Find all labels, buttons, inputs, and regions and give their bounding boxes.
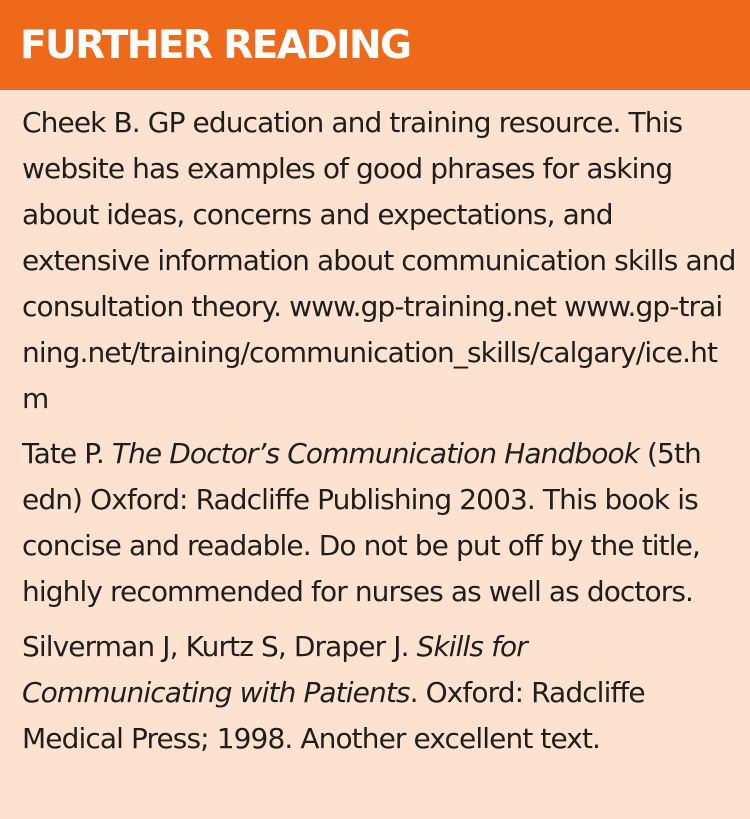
reading-entry-tate: [22, 431, 736, 615]
section-title: FURTHER READING: [20, 23, 411, 68]
entry-details: (5th edn) Oxford: Radcliffe Publishing 2003. This book is concise and readable. Do not be put off by the title, highly recommended for nurses as well as doctors.: [22, 437, 701, 608]
entry-author: Tate P.: [22, 437, 112, 470]
book-title: The Doctor’s Communication Handbook: [111, 437, 640, 470]
entry-author: Silverman J, Kurtz S, Draper J.: [22, 630, 417, 663]
header-bar: [0, 0, 750, 90]
reading-entry-silverman: [22, 624, 736, 762]
website-link[interactable]: www.gp-training.net: [289, 290, 557, 323]
book-title: Skills for Communicating with Patients: [22, 630, 527, 709]
url-separator: [556, 290, 564, 323]
entry-text: Cheek B. GP education and training resource. This website has examples of good phrases for asking about ideas, concerns and expectations, and extensive information about communication skills and consultation theory.: [22, 106, 736, 323]
entry-details: . Oxford: Radcliffe Medical Press; 1998. Another excellent text.: [22, 676, 645, 755]
reading-entry-cheek: [22, 100, 736, 422]
reading-list: [0, 90, 750, 762]
ice-page-link[interactable]: www.gp-training.net/training/communication_skills/calgary/ice.htm: [22, 290, 723, 415]
